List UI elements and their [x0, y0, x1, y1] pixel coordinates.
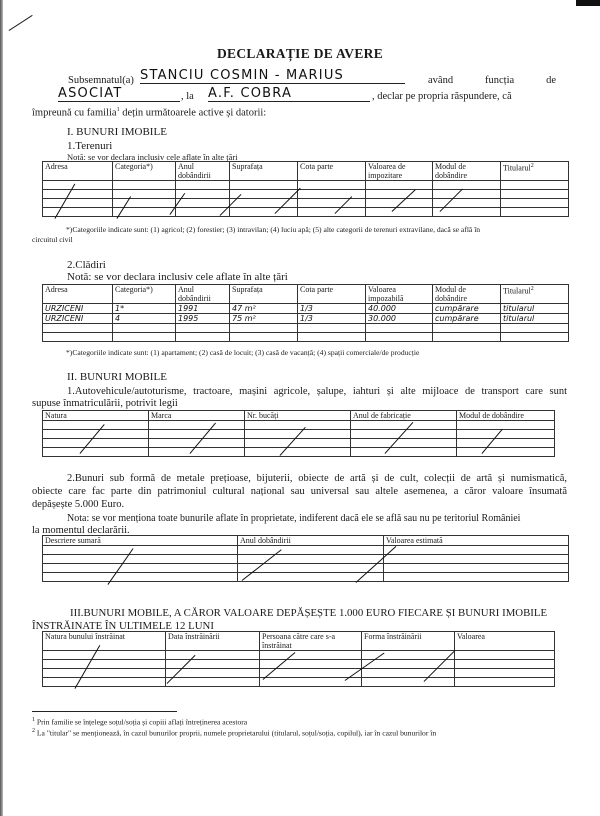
col-categoria: Categoria*) — [113, 285, 176, 304]
section-1-heading: I. BUNURI IMOBILE — [67, 126, 167, 138]
col-categoria: Categoria*) — [113, 162, 176, 181]
subsemnatul-label: Subsemnatul(a) — [68, 75, 134, 86]
instrainate-table — [42, 631, 555, 687]
col-valoarea: Valoarea estimată — [384, 536, 569, 546]
la-text: , la — [181, 91, 194, 102]
cell-suprafata: 47 m² — [230, 304, 298, 314]
section-3-heading-2: ÎNSTRĂINATE ÎN ULTIMELE 12 LUNI — [32, 620, 214, 632]
footnote-ref-1: 1 — [116, 107, 120, 113]
pretioase-text-3: depășește 5.000 Euro. — [32, 499, 125, 510]
cladiri-footnote: *)Categoriile indicate sunt: (1) apartament; (2) casă de locuit; (3) casă de vacanță; (4) spații comerciale/de producție — [66, 348, 420, 357]
col-titular-label: Titularul — [503, 163, 531, 173]
declarant-name: STANCIU COSMIN - MARIUS — [140, 68, 405, 84]
pretioase-text-2: obiecte care fac parte din patrimoniul cultural național sau universal sau altele asemenea, a căror valoare însumată — [32, 486, 567, 497]
col-persoana: Persoana către care s-a înstrăinat — [260, 632, 362, 651]
col-anul: Anul dobândirii — [238, 536, 384, 546]
footnote-ref-2: 2 — [530, 163, 534, 169]
col-titular-label: Titularul — [503, 286, 531, 296]
table-row — [43, 304, 569, 314]
terenuri-footnote: *)Categoriile indicate sunt: (1) agricol; (2) forestier; (3) intravilan; (4) luciu apă; (5) alte categorii de terenuri extravilane, dacă se află în — [66, 225, 481, 234]
col-modul: Modul de dobândire — [433, 162, 501, 181]
footnote-2-num: 2 — [32, 728, 35, 734]
table-row — [43, 439, 555, 448]
col-descriere: Descriere sumară — [43, 536, 238, 546]
cell-valoarea: 30.000 — [366, 314, 433, 324]
table-row — [43, 678, 555, 687]
col-marca: Marca — [149, 411, 245, 421]
terenuri-footnote-cont: circuitul civil — [32, 235, 73, 244]
footnote-1-text: Prin familie se înțelege soțul/soția și copiii aflați întreținerea acestora — [36, 717, 248, 727]
pretioase-note-1: Nota: se vor menționa toate bunurile aflate în proprietate, indiferent dacă ele se află sau nu pe teritoriul României — [67, 513, 521, 524]
col-natura: Natura — [43, 411, 149, 421]
declar-text: , declar pe propria răspundere, că — [372, 91, 512, 102]
avand-functia-text: având funcția de — [428, 75, 556, 86]
col-cota: Cota parte — [298, 162, 366, 181]
declarant-institution: A.F. COBRA — [208, 86, 370, 102]
table-row — [43, 199, 569, 208]
cell-suprafata: 75 m² — [230, 314, 298, 324]
cell-modul: cumpărare — [433, 314, 501, 324]
table-row — [43, 448, 555, 457]
scan-left-edge — [0, 0, 3, 816]
intro-line3 — [32, 104, 266, 120]
col-valoarea: Valoarea impozabilă — [366, 285, 433, 304]
col-modul: Modul de dobândire — [457, 411, 555, 421]
table-header-row — [43, 285, 569, 304]
table-row — [43, 333, 569, 342]
table-row — [43, 573, 569, 582]
section-2-heading: II. BUNURI MOBILE — [67, 371, 167, 383]
col-adresa: Adresa — [43, 285, 113, 304]
table-row — [43, 651, 555, 660]
table-header-row — [43, 632, 555, 651]
cell-cota: 1/3 — [298, 304, 366, 314]
declarant-function: ASOCIAT — [58, 86, 180, 102]
table-row — [43, 181, 569, 190]
col-data: Data înstrăinării — [166, 632, 260, 651]
cladiri-heading: 2.Clădiri — [67, 259, 106, 271]
cell-adresa: URZICENI — [43, 304, 113, 314]
footnote-2 — [32, 728, 436, 738]
table-header-row — [43, 411, 555, 421]
footnote-2-text: La "titular" se menționează, în cazul bunurilor proprii, numele proprietarului (titularul, soțul/soția, copilul), iar în cazul bunurilor în — [36, 728, 437, 738]
table-row — [43, 660, 555, 669]
footnote-1 — [32, 717, 247, 727]
table-row — [43, 190, 569, 199]
col-nr-bucati: Nr. bucăți — [245, 411, 351, 421]
footnote-separator — [32, 711, 177, 712]
cladiri-note: Notă: se vor declara inclusiv cele aflate în alte țări — [67, 271, 288, 283]
pen-stroke-mark — [9, 15, 33, 31]
table-row — [43, 314, 569, 324]
cell-modul: cumpărare — [433, 304, 501, 314]
intro-line3-a: împreună cu familia — [32, 107, 117, 119]
cell-valoarea: 40.000 — [366, 304, 433, 314]
pretioase-table — [42, 535, 569, 582]
cell-anul: 1991 — [176, 304, 230, 314]
vehicule-text-1: 1.Autovehicule/autoturisme, tractoare, mașini agricole, șalupe, iahturi și alte mijloace de transport care sunt — [67, 386, 567, 397]
footnote-1-num: 1 — [32, 717, 35, 723]
terenuri-heading: 1.Terenuri — [67, 140, 113, 152]
cell-categoria: 4 — [113, 314, 176, 324]
cell-titular: titularul — [501, 314, 569, 324]
vehicule-text-2: supuse înmatriculării, potrivit legii — [32, 398, 178, 409]
col-natura-bunului: Natura bunului înstrăinat — [43, 632, 166, 651]
scan-corner-mark — [576, 0, 600, 6]
table-row — [43, 421, 555, 430]
table-row — [43, 669, 555, 678]
col-anul: Anul dobândirii — [176, 285, 230, 304]
cell-cota: 1/3 — [298, 314, 366, 324]
col-modul: Modul de dobândire — [433, 285, 501, 304]
pretioase-text-1: 2.Bunuri sub formă de metale prețioase, bijuterii, obiecte de artă și de cult, colecții de artă și numismatică, — [67, 473, 567, 484]
section-3-heading-1: III.BUNURI MOBILE, A CĂROR VALOARE DEPĂȘEȘTE 1.000 EURO FIECARE ȘI BUNURI IMOBILE — [70, 607, 548, 619]
intro-line3-b: dețin următoarele active și datorii: — [119, 107, 267, 119]
cell-anul: 1995 — [176, 314, 230, 324]
col-forma: Forma înstrăinării — [362, 632, 455, 651]
col-adresa: Adresa — [43, 162, 113, 181]
cell-categoria: 1* — [113, 304, 176, 314]
table-row — [43, 546, 569, 555]
col-suprafata: Suprafața — [230, 285, 298, 304]
col-suprafata: Suprafața — [230, 162, 298, 181]
col-titular — [501, 285, 569, 304]
table-header-row — [43, 162, 569, 181]
pretioase-note-2: la momentul declarării. — [32, 525, 130, 536]
col-anul-fabricatie: Anul de fabricație — [351, 411, 457, 421]
col-valoarea: Valoarea — [455, 632, 555, 651]
terenuri-note: Notă: se vor declara inclusiv cele aflate în alte țări — [67, 152, 238, 162]
col-titular — [501, 162, 569, 181]
table-row — [43, 324, 569, 333]
cell-titular: titularul — [501, 304, 569, 314]
col-anul: Anul dobândirii — [176, 162, 230, 181]
col-valoarea: Valoarea de impozitare — [366, 162, 433, 181]
document-title: DECLARAȚIE DE AVERE — [217, 46, 383, 61]
table-header-row — [43, 536, 569, 546]
footnote-ref-2: 2 — [530, 286, 534, 292]
col-cota: Cota parte — [298, 285, 366, 304]
cell-adresa: URZICENI — [43, 314, 113, 324]
cladiri-table — [42, 284, 569, 342]
